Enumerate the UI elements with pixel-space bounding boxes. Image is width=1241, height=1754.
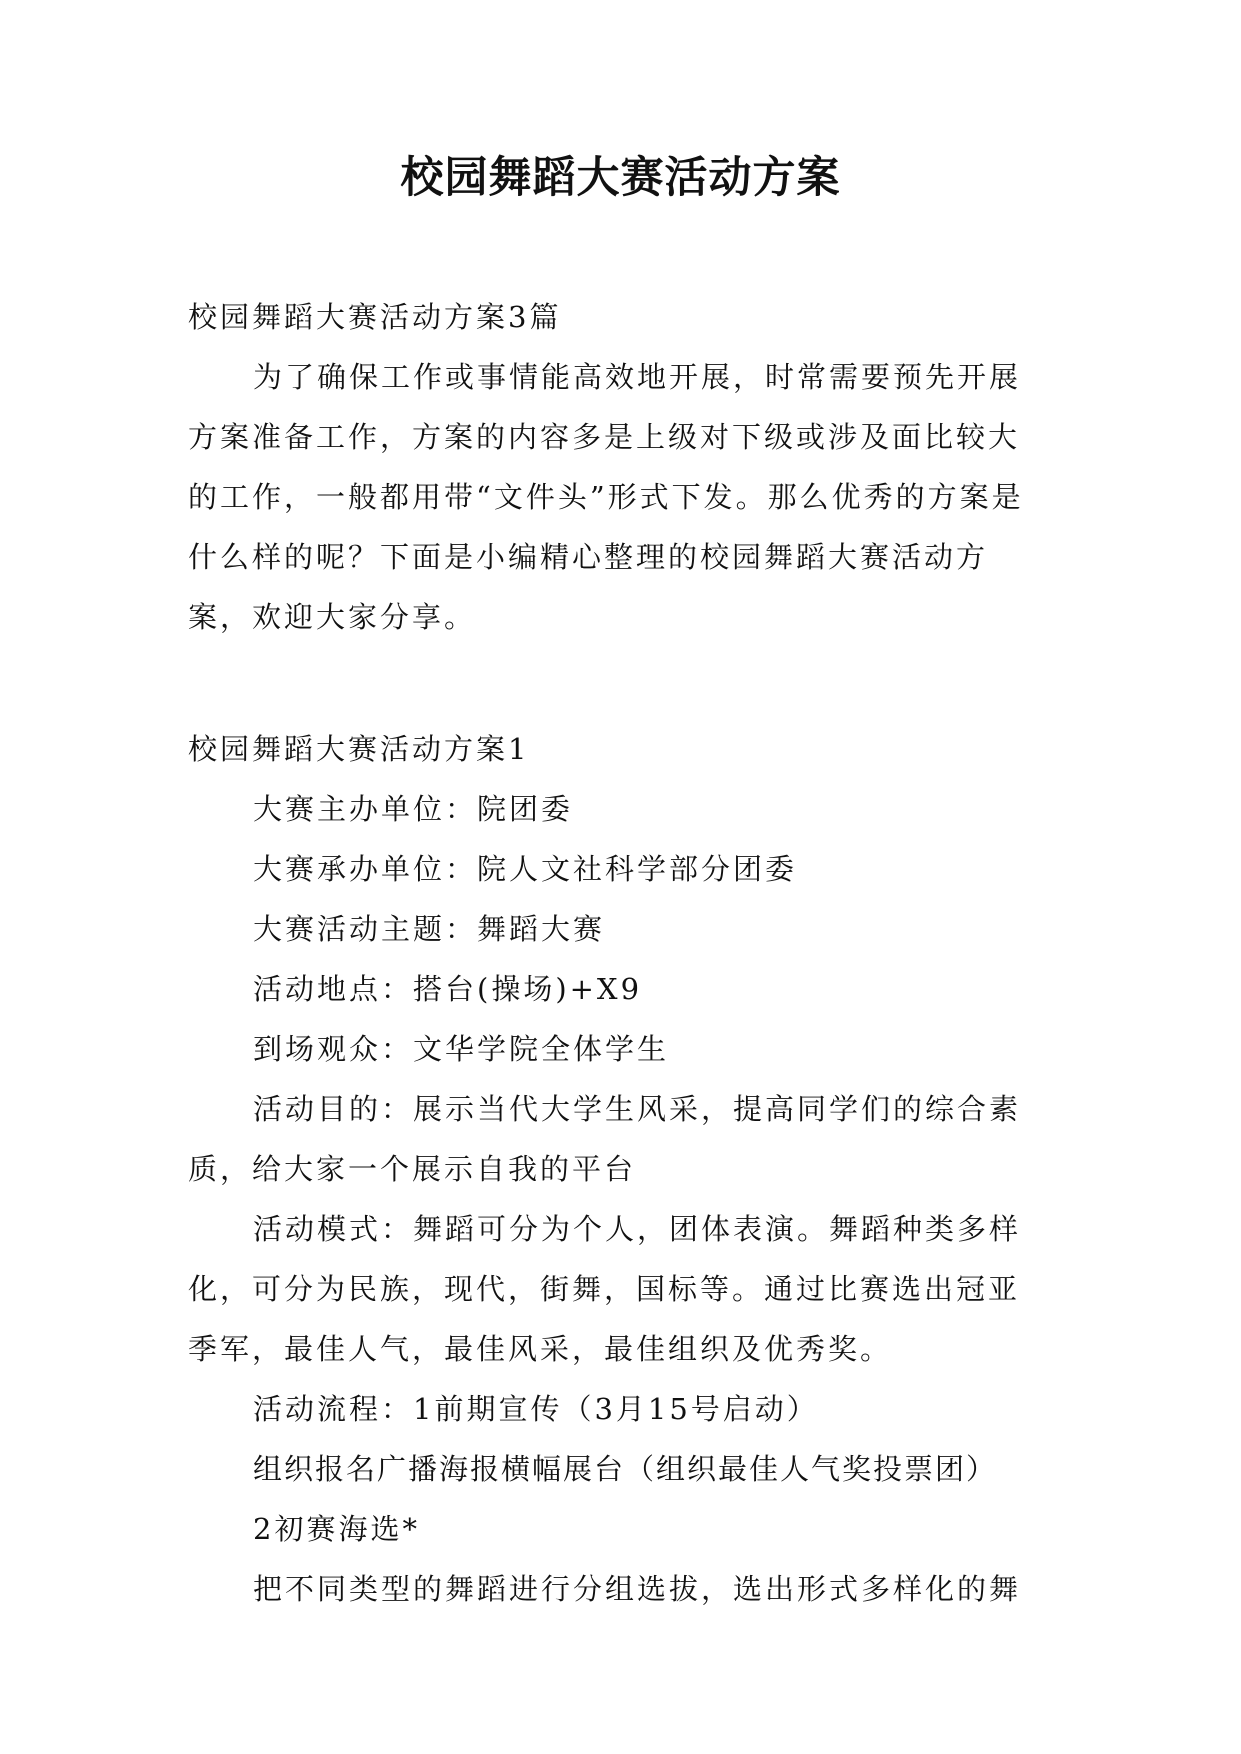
paragraph-format: 活动模式：舞蹈可分为个人，团体表演。舞蹈种类多样化，可分为民族，现代，街舞，国标等。通过比赛选出冠亚季军，最佳人气，最佳风采，最佳组织及优秀奖。 <box>188 1212 1022 1366</box>
paragraph-registration: 组织报名广播海报横幅展台（组织最佳人气奖投票团） <box>253 1452 998 1486</box>
paragraph-selection: 把不同类型的舞蹈进行分组选拔，选出形式多样化的舞 <box>253 1572 1022 1606</box>
paragraph-co-organizer: 大赛承办单位：院人文社科学部分团委 <box>253 852 798 886</box>
paragraph-venue: 活动地点：搭台(操场)+X9 <box>253 972 643 1006</box>
document-body <box>188 287 1048 1619</box>
paragraph-process: 活动流程：1前期宣传（3月15号启动） <box>253 1392 819 1426</box>
paragraph-audience: 到场观众：文华学院全体学生 <box>253 1032 670 1066</box>
section-heading: 校园舞蹈大赛活动方案1 <box>188 732 530 766</box>
document-subtitle: 校园舞蹈大赛活动方案3篇 <box>188 300 562 334</box>
paragraph-preliminary: 2初赛海选* <box>253 1512 420 1546</box>
paragraph-organizer: 大赛主办单位：院团委 <box>253 792 574 826</box>
paragraph-purpose: 活动目的：展示当代大学生风采，提高同学们的综合素质，给大家一个展示自我的平台 <box>188 1092 1022 1186</box>
intro-paragraph: 为了确保工作或事情能高效地开展，时常需要预先开展方案准备工作，方案的内容多是上级对下级或涉及面比较大的工作，一般都用带“文件头”形式下发。那么优秀的方案是什么样的呢？下面是小编精心整理的校园舞蹈大赛活动方案，欢迎大家分享。 <box>188 360 1024 634</box>
paragraph-theme: 大赛活动主题：舞蹈大赛 <box>253 912 606 946</box>
document-title: 校园舞蹈大赛活动方案 <box>400 153 841 203</box>
